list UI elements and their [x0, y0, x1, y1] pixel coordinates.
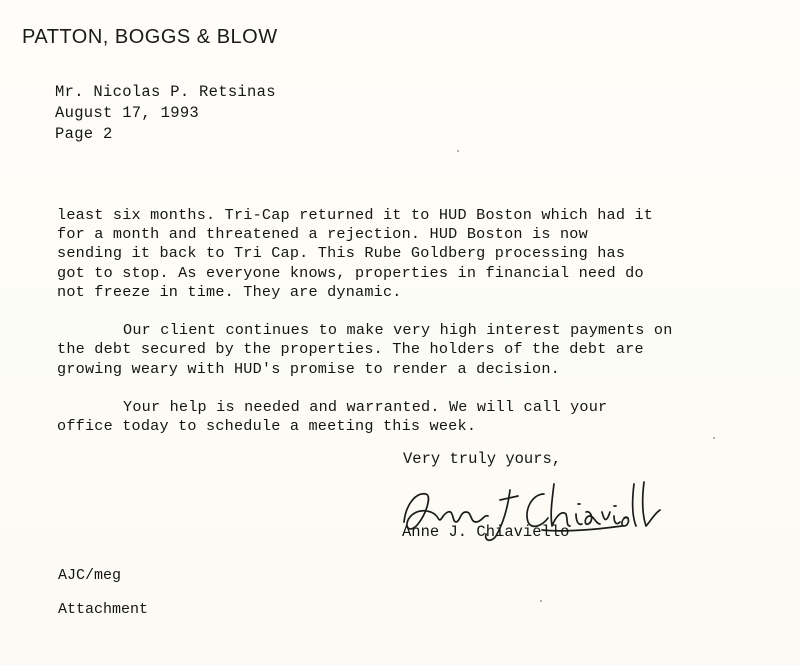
closing-salutation: Very truly yours,: [403, 450, 562, 468]
letter-date: August 17, 1993: [55, 104, 200, 122]
body-line: growing weary with HUD's promise to render a decision.: [57, 359, 560, 378]
paper-speck: [713, 437, 715, 439]
page-number: Page 2: [55, 125, 113, 143]
body-line: office today to schedule a meeting this week.: [57, 417, 477, 436]
body-line: sending it back to Tri Cap. This Rube Goldberg processing has: [57, 244, 626, 263]
paragraph-1: [57, 206, 792, 302]
body-line: not freeze in time. They are dynamic.: [57, 282, 402, 301]
signer-name: Anne J. Chiaviello: [402, 523, 570, 541]
paper-speck: [457, 150, 459, 152]
paragraph-2: [57, 321, 792, 379]
paper-speck: [540, 600, 542, 602]
recipient-block: [55, 82, 276, 145]
body-line: got to stop. As everyone knows, properties in financial need do: [57, 263, 644, 282]
letter-body: [57, 206, 792, 436]
handwritten-signature: [392, 470, 672, 555]
firm-letterhead: PATTON, BOGGS & BLOW: [22, 26, 278, 48]
body-line: least six months. Tri-Cap returned it to HUD Boston which had it: [57, 206, 654, 224]
body-line: Your help is needed and warranted. We will call your: [123, 398, 608, 416]
recipient-name: Mr. Nicolas P. Retsinas: [55, 83, 276, 101]
attachment-note: Attachment: [58, 601, 149, 618]
typist-initials: AJC/meg: [58, 567, 122, 584]
body-line: the debt secured by the properties. The holders of the debt are: [57, 340, 644, 359]
body-line: Our client continues to make very high interest payments on: [123, 321, 673, 340]
body-line: for a month and threatened a rejection. HUD Boston is now: [57, 225, 588, 244]
paragraph-3: [57, 398, 792, 436]
